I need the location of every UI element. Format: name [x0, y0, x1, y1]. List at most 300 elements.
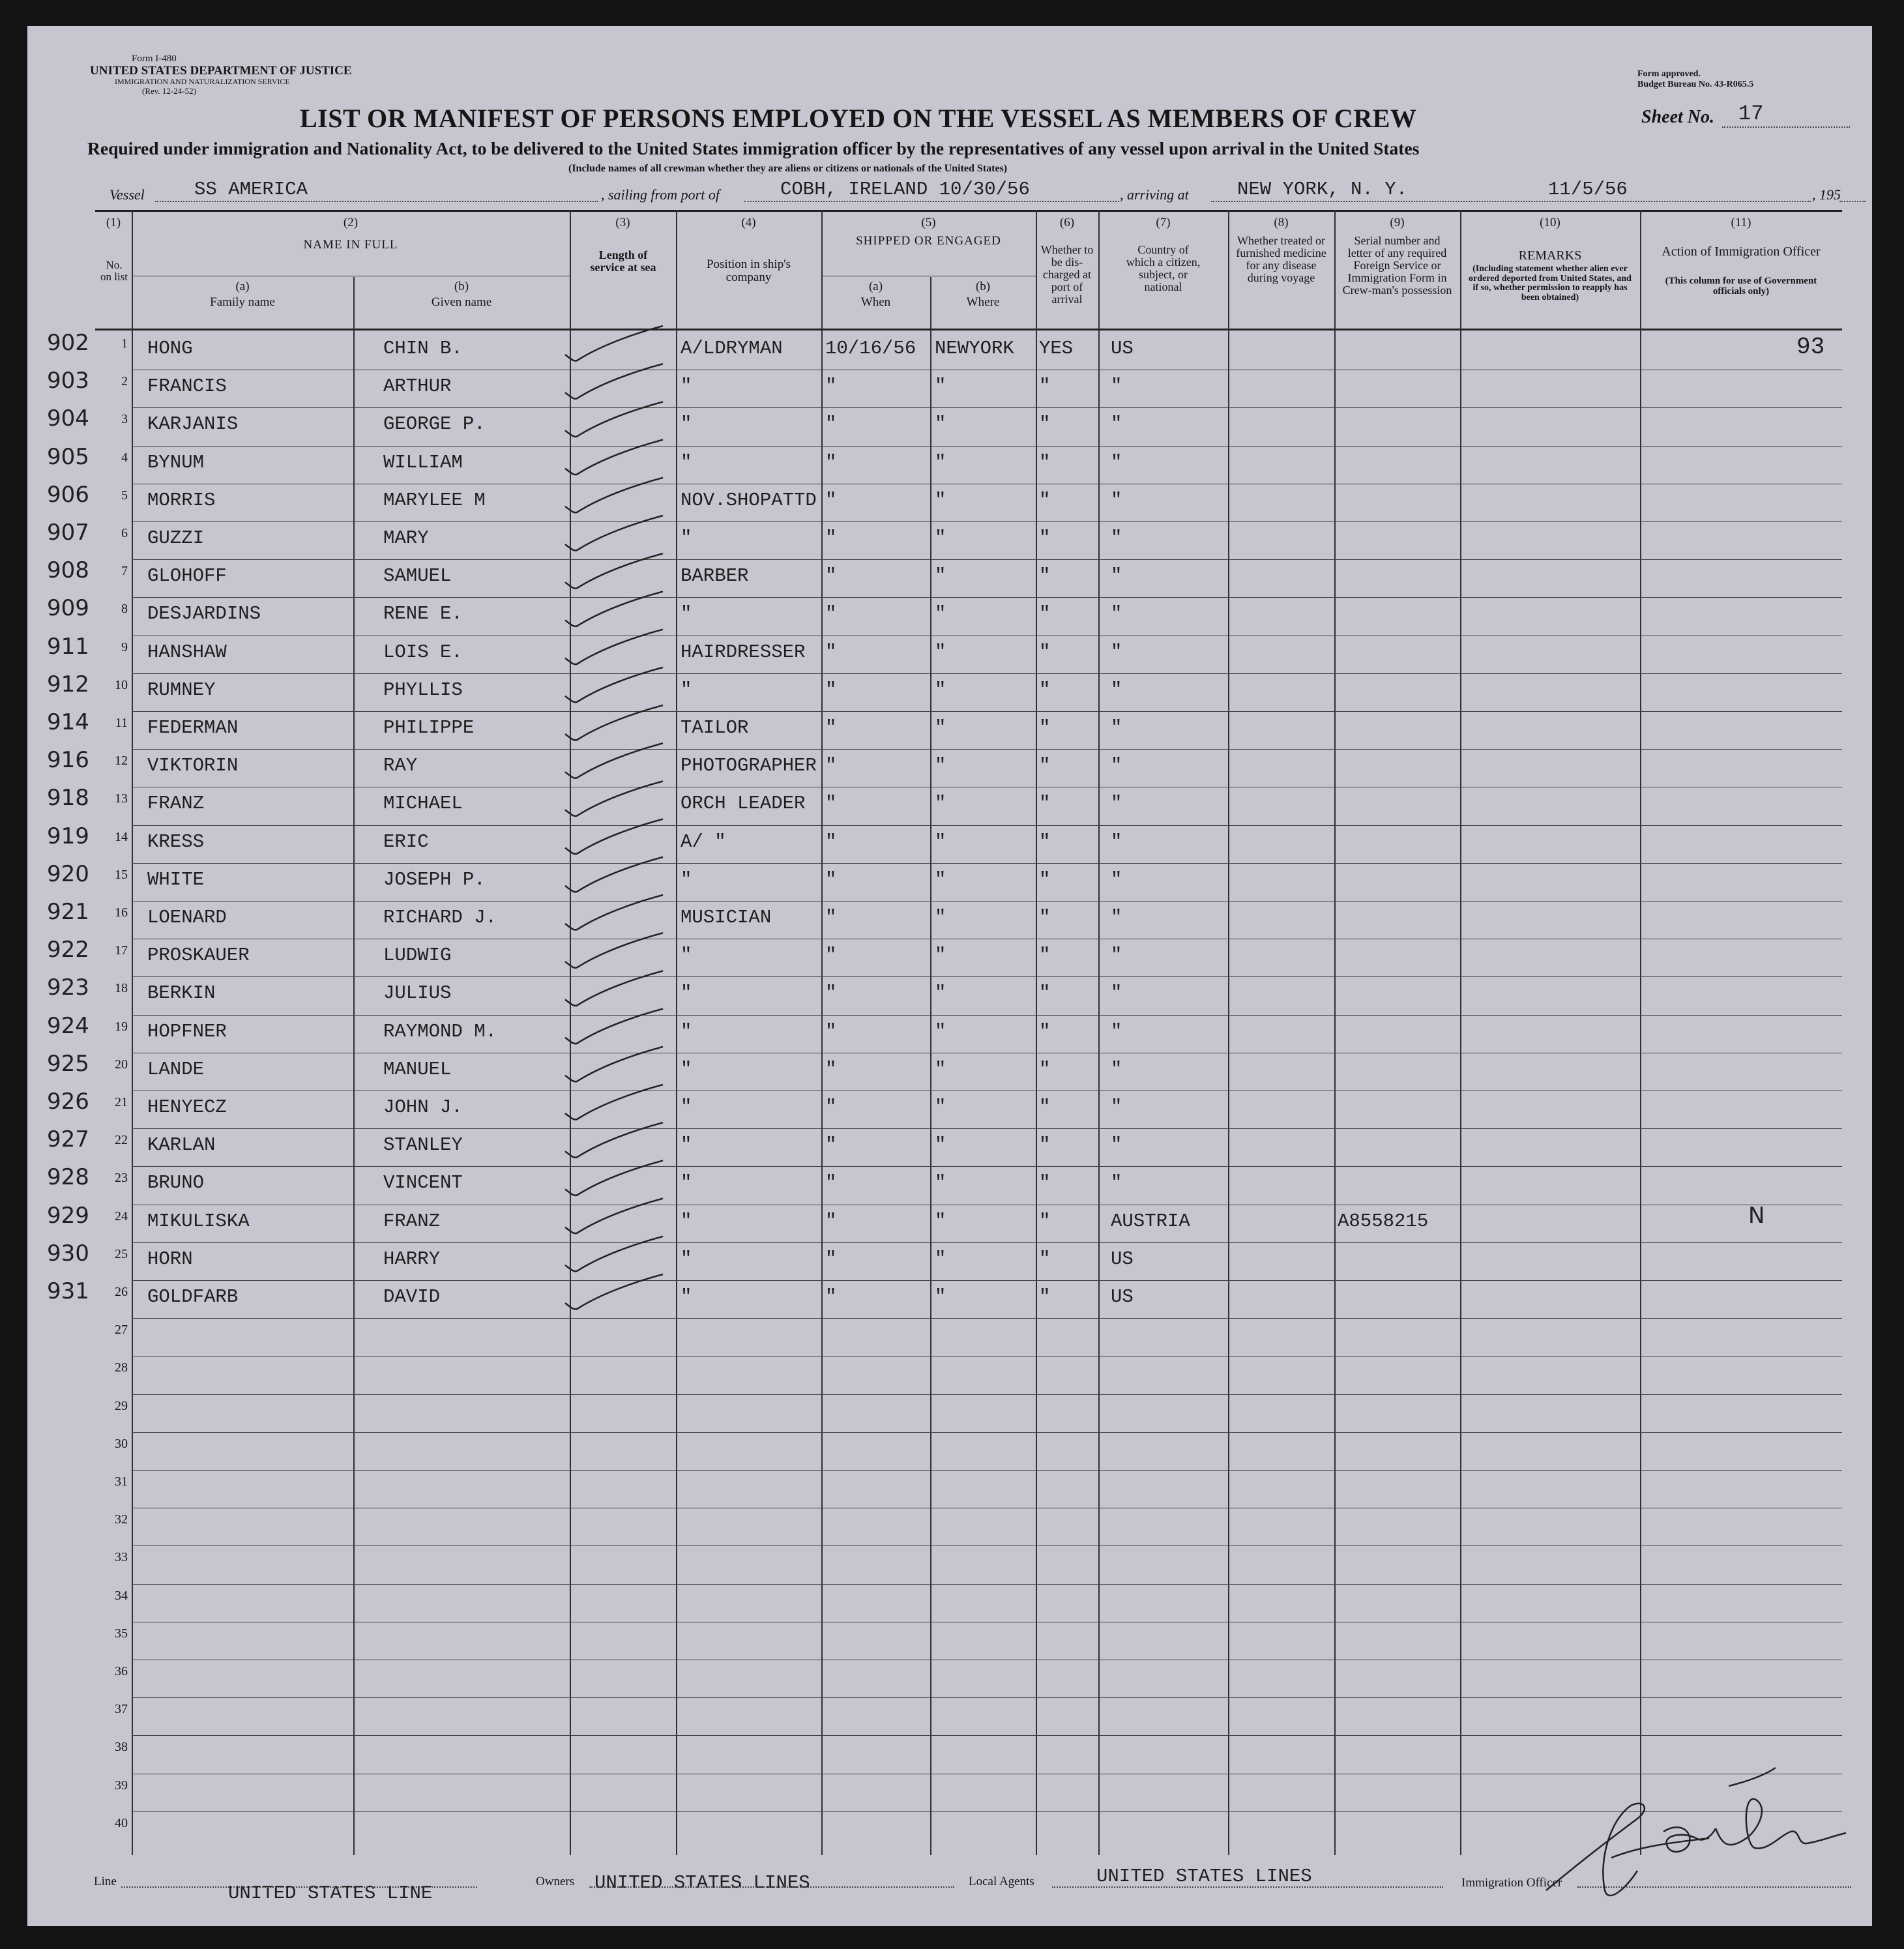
row-reference-number: 924 [47, 1012, 89, 1039]
position: " [681, 375, 692, 398]
discharged: " [1039, 1096, 1051, 1118]
family-name: MORRIS [147, 489, 216, 511]
discharged: " [1039, 641, 1051, 663]
shipped-where: " [935, 945, 946, 967]
shipped-when: 10/16/56 [825, 338, 916, 359]
row-reference-number: 922 [47, 937, 89, 963]
country: " [1111, 1172, 1122, 1194]
check-mark [565, 1160, 663, 1195]
discharged: " [1039, 413, 1051, 435]
line-label: Line [94, 1875, 117, 1888]
discharged: " [1039, 907, 1051, 928]
shipped-where: " [935, 1020, 946, 1042]
shipped-where: " [935, 1172, 946, 1194]
row-reference-number: 918 [47, 785, 89, 812]
discharged: " [1039, 679, 1051, 701]
shipped-when: " [825, 641, 837, 663]
row-reference-number: 911 [47, 633, 89, 660]
given-name: RAYMOND M. [383, 1020, 497, 1042]
check-mark [565, 1199, 663, 1234]
country: US [1111, 1248, 1134, 1270]
position: " [681, 451, 692, 473]
shipped-when: " [825, 907, 837, 928]
family-name: GLOHOFF [147, 565, 227, 587]
shipped-where: " [935, 907, 946, 928]
shipped-when: " [825, 1210, 837, 1232]
family-name: FEDERMAN [147, 717, 239, 739]
shipped-where: " [935, 1134, 946, 1156]
position: MUSICIAN [681, 907, 772, 928]
family-name: BRUNO [147, 1172, 205, 1194]
year-suffix: , 195 [1812, 186, 1841, 203]
discharged: " [1039, 565, 1051, 587]
discharged: " [1039, 527, 1051, 549]
country: " [1111, 413, 1122, 435]
family-name: HOPFNER [147, 1020, 227, 1042]
col11-note: (This column for use of Government officials only) [1665, 276, 1817, 297]
check-mark [565, 1122, 663, 1158]
family-name: DESJARDINS [147, 603, 261, 625]
given-name: RENE E. [383, 603, 463, 625]
check-mark [565, 667, 663, 703]
check-mark [565, 440, 663, 475]
row-reference-number: 907 [47, 520, 89, 546]
row-reference-number: 926 [47, 1089, 89, 1115]
shipped-where: " [935, 641, 946, 663]
row-reference-number: 929 [47, 1202, 89, 1229]
country: " [1111, 1096, 1122, 1118]
check-mark [565, 781, 663, 816]
col4-number: (4) [741, 216, 756, 229]
shipped-where: " [935, 451, 946, 473]
row-number: 13 [115, 791, 128, 806]
col2b-header: Given name [431, 295, 492, 309]
given-name: JOSEPH P. [383, 868, 486, 890]
col3-header: Length of service at sea [590, 248, 656, 274]
shipped-where: NEWYORK [935, 338, 1014, 359]
col2b-letter: (b) [454, 280, 469, 293]
family-name: HONG [147, 338, 193, 359]
family-name: HENYECZ [147, 1096, 227, 1118]
row-number: 20 [115, 1057, 128, 1072]
family-name: KARJANIS [147, 413, 239, 435]
position: " [681, 1248, 692, 1270]
row-number: 14 [115, 829, 128, 844]
shipped-when: " [825, 1058, 837, 1080]
col5a-header: When [860, 295, 891, 309]
arrival-date: 11/5/56 [1548, 179, 1628, 200]
check-mark [565, 1009, 663, 1044]
country: " [1111, 527, 1122, 549]
position: HAIRDRESSER [681, 641, 806, 663]
col7-header: Country of which a citizen, subject, or national [1126, 243, 1201, 293]
page-count-mark: 93 [1796, 334, 1825, 360]
country: US [1111, 1286, 1134, 1308]
discharged: " [1039, 1210, 1051, 1232]
family-name: GOLDFARB [147, 1286, 239, 1308]
shipped-where: " [935, 793, 946, 815]
col2a-header: Family name [210, 295, 275, 309]
country: " [1111, 375, 1122, 398]
family-name: LOENARD [147, 907, 227, 928]
given-name: MANUEL [383, 1058, 452, 1080]
col5a-letter: (a) [868, 280, 883, 293]
row-number: 6 [121, 526, 128, 540]
check-mark [565, 1237, 663, 1272]
country: " [1111, 603, 1122, 625]
given-name: JULIUS [383, 982, 452, 1004]
row-number: 16 [115, 905, 128, 920]
shipped-when: " [825, 1172, 837, 1194]
officer-signature [1533, 1760, 1859, 1910]
shipped-when: " [825, 603, 837, 625]
col2a-letter: (a) [235, 280, 250, 293]
discharged: " [1039, 489, 1051, 511]
col6-header: Whether to be dis-charged at port of arrival [1040, 243, 1094, 306]
shipped-where: " [935, 1058, 946, 1080]
shipped-when: " [825, 982, 837, 1004]
position: " [681, 1172, 692, 1194]
col5b-header: Where [966, 295, 1000, 309]
row-reference-number: 904 [47, 405, 89, 432]
shipped-when: " [825, 1134, 837, 1156]
vessel-name: SS AMERICA [194, 179, 308, 200]
row-reference-number: 916 [47, 747, 89, 774]
shipped-when: " [825, 413, 837, 435]
row-number: 15 [115, 867, 128, 882]
row-number: 2 [121, 374, 128, 389]
family-name: PROSKAUER [147, 945, 250, 967]
country: " [1111, 1058, 1122, 1080]
check-mark [565, 895, 663, 930]
shipped-when: " [825, 868, 837, 890]
approval-line-2: Budget Bureau No. 43-R065.5 [1637, 80, 1754, 89]
shipped-where: " [935, 603, 946, 625]
family-name: HORN [147, 1248, 193, 1270]
row-number: 29 [115, 1398, 128, 1413]
shipped-where: " [935, 1248, 946, 1270]
check-mark [565, 819, 663, 855]
col10-number: (10) [1540, 216, 1560, 229]
position: PHOTOGRAPHER [681, 755, 817, 777]
country: " [1111, 793, 1122, 815]
given-name: MARY [383, 527, 429, 549]
form-number: Form I-480 [132, 53, 177, 64]
agents-label: Local Agents [969, 1875, 1034, 1888]
position: ORCH LEADER [681, 793, 806, 815]
check-mark [565, 591, 663, 626]
col9-number: (9) [1390, 216, 1405, 229]
row-number: 36 [115, 1664, 128, 1678]
check-mark [565, 933, 663, 968]
row-number: 30 [115, 1436, 128, 1451]
position: " [681, 868, 692, 890]
shipped-when: " [825, 451, 837, 473]
col8-header: Whether treated or furnished medicine for any disease during voyage [1236, 234, 1326, 284]
country: " [1111, 868, 1122, 890]
shipped-where: " [935, 413, 946, 435]
given-name: PHILIPPE [383, 717, 475, 739]
row-reference-number: 923 [47, 975, 89, 1001]
discharged: " [1039, 982, 1051, 1004]
col10-header: REMARKS [1518, 248, 1582, 263]
position: " [681, 413, 692, 435]
row-reference-number: 903 [47, 368, 89, 394]
manifest-title: LIST OR MANIFEST OF PERSONS EMPLOYED ON THE VESSEL AS MEMBERS OF CREW [300, 104, 1417, 133]
row-number: 31 [115, 1474, 128, 1489]
discharged: " [1039, 603, 1051, 625]
row-number: 1 [121, 336, 128, 351]
shipped-where: " [935, 830, 946, 853]
family-name: FRANCIS [147, 375, 227, 398]
position: " [681, 603, 692, 625]
position: " [681, 1058, 692, 1080]
given-name: ARTHUR [383, 375, 452, 398]
row-number: 34 [115, 1588, 128, 1603]
discharged: " [1039, 793, 1051, 815]
manifest-sheet [27, 26, 1872, 1926]
row-reference-number: 919 [47, 823, 89, 849]
position: " [681, 982, 692, 1004]
position: " [681, 1020, 692, 1042]
shipped-when: " [825, 489, 837, 511]
shipped-where: " [935, 1210, 946, 1232]
shipped-where: " [935, 489, 946, 511]
shipped-where: " [935, 1286, 946, 1308]
discharged: " [1039, 1020, 1051, 1042]
department-name: UNITED STATES DEPARTMENT OF JUSTICE [90, 64, 352, 78]
agents-value: UNITED STATES LINES [1096, 1866, 1312, 1887]
row-number: 21 [115, 1095, 128, 1109]
col5b-letter: (b) [975, 280, 991, 293]
form-revision: (Rev. 12-24-52) [142, 86, 196, 96]
country: " [1111, 945, 1122, 967]
family-name: HANSHAW [147, 641, 227, 663]
shipped-where: " [935, 755, 946, 777]
country: " [1111, 565, 1122, 587]
row-number: 11 [115, 716, 128, 730]
discharged: " [1039, 1058, 1051, 1080]
row-number: 23 [115, 1171, 128, 1186]
row-number: 9 [121, 639, 128, 654]
row-reference-number: 902 [47, 330, 89, 356]
row-number: 38 [115, 1740, 128, 1755]
shipped-where: " [935, 982, 946, 1004]
country: " [1111, 451, 1122, 473]
row-number: 4 [121, 450, 128, 465]
discharged: " [1039, 755, 1051, 777]
shipped-where: " [935, 527, 946, 549]
check-mark [565, 630, 663, 665]
row-reference-number: 920 [47, 860, 89, 887]
row-reference-number: 912 [47, 671, 89, 697]
row-number: 17 [115, 943, 128, 958]
row-reference-number: 908 [47, 557, 89, 584]
country: " [1111, 1020, 1122, 1042]
check-mark [565, 516, 663, 551]
officer-label: Immigration Officer [1461, 1876, 1562, 1890]
port-from: COBH, IRELAND 10/30/56 [780, 179, 1030, 200]
shipped-where: " [935, 565, 946, 587]
check-mark [565, 1274, 663, 1310]
position: A/ " [681, 830, 726, 853]
row-number: 22 [115, 1133, 128, 1148]
col4-header: Position in ship's company [706, 257, 791, 284]
row-reference-number: 927 [47, 1126, 89, 1153]
check-mark [565, 705, 663, 740]
check-mark [565, 971, 663, 1006]
approval-line-1: Form approved. [1637, 69, 1701, 79]
discharged: " [1039, 1172, 1051, 1194]
shipped-when: " [825, 1020, 837, 1042]
country: " [1111, 489, 1122, 511]
row-number: 10 [115, 677, 128, 692]
shipped-when: " [825, 755, 837, 777]
serial-number: A8558215 [1338, 1210, 1429, 1232]
shipped-when: " [825, 945, 837, 967]
check-mark [565, 1047, 663, 1082]
col7-number: (7) [1156, 216, 1171, 229]
shipped-when: " [825, 793, 837, 815]
given-name: GEORGE P. [383, 413, 486, 435]
col11-header: Action of Immigration Officer [1662, 244, 1821, 259]
given-name: LOIS E. [383, 641, 463, 663]
col9-header: Serial number and letter of any required Foreign Service or Immigration Form in Crew-man's possession [1342, 234, 1452, 297]
discharged: " [1039, 717, 1051, 739]
family-name: FRANZ [147, 793, 205, 815]
given-name: ERIC [383, 830, 429, 853]
family-name: BYNUM [147, 451, 205, 473]
given-name: RICHARD J. [383, 907, 497, 928]
row-number: 12 [115, 754, 128, 769]
shipped-when: " [825, 1286, 837, 1308]
shipped-where: " [935, 679, 946, 701]
row-number: 26 [115, 1285, 128, 1299]
check-mark [565, 553, 663, 589]
row-reference-number: 914 [47, 709, 89, 735]
col5-header: SHIPPED OR ENGAGED [856, 234, 1001, 248]
line-value: UNITED STATES LINE [228, 1883, 433, 1904]
check-mark [565, 364, 663, 399]
shipped-where: " [935, 717, 946, 739]
position: " [681, 527, 692, 549]
shipped-when: " [825, 679, 837, 701]
shipped-when: " [825, 1096, 837, 1118]
col11-number: (11) [1731, 216, 1751, 229]
family-name: BERKIN [147, 982, 216, 1004]
row-number: 28 [115, 1360, 128, 1375]
row-number: 8 [121, 602, 128, 617]
row-number: 39 [115, 1778, 128, 1793]
given-name: DAVID [383, 1286, 441, 1308]
given-name: HARRY [383, 1248, 441, 1270]
check-mark [565, 1085, 663, 1120]
shipped-when: " [825, 1248, 837, 1270]
family-name: WHITE [147, 868, 205, 890]
discharged: " [1039, 1286, 1051, 1308]
row-reference-number: 930 [47, 1240, 89, 1267]
given-name: MARYLEE M [383, 489, 486, 511]
given-name: LUDWIG [383, 945, 452, 967]
row-number: 27 [115, 1323, 128, 1338]
row-reference-number: 909 [47, 595, 89, 622]
col1-number: (1) [106, 216, 121, 229]
given-name: PHYLLIS [383, 679, 463, 701]
shipped-where: " [935, 868, 946, 890]
position: BARBER [681, 565, 749, 587]
col3-number: (3) [615, 216, 630, 229]
shipped-when: " [825, 717, 837, 739]
owners-label: Owners [536, 1875, 575, 1888]
family-name: GUZZI [147, 527, 205, 549]
row-reference-number: 928 [47, 1164, 89, 1191]
given-name: SAMUEL [383, 565, 452, 587]
given-name: FRANZ [383, 1210, 441, 1232]
family-name: VIKTORIN [147, 755, 239, 777]
given-name: VINCENT [383, 1172, 463, 1194]
shipped-when: " [825, 527, 837, 549]
discharged: " [1039, 1248, 1051, 1270]
position: " [681, 1210, 692, 1232]
shipped-where: " [935, 375, 946, 398]
row-number: 40 [115, 1815, 128, 1830]
col2-number: (2) [343, 216, 359, 229]
row-number: 24 [115, 1209, 128, 1224]
manifest-subtitle: Required under immigration and Nationality Act, to be delivered to the United States immigration officer by the representatives of any vessel upon arrival in the United States [87, 138, 1420, 158]
discharged: YES [1039, 338, 1074, 359]
row-number: 37 [115, 1702, 128, 1717]
discharged: " [1039, 830, 1051, 853]
discharged: " [1039, 451, 1051, 473]
immigration-action: N [1748, 1202, 1765, 1229]
col1-header: No. on list [100, 259, 128, 283]
country: " [1111, 830, 1122, 853]
inclusion-note: (Include names of all crewman whether they are aliens or citizens or nationals of the United States) [568, 163, 1008, 174]
row-reference-number: 921 [47, 899, 89, 925]
position: " [681, 1134, 692, 1156]
check-mark [565, 402, 663, 437]
country: " [1111, 1134, 1122, 1156]
check-mark [565, 326, 663, 361]
given-name: WILLIAM [383, 451, 463, 473]
check-mark [565, 857, 663, 892]
row-number: 5 [121, 488, 128, 503]
given-name: MICHAEL [383, 793, 463, 815]
sheet-number: 17 [1738, 102, 1764, 126]
row-number: 33 [115, 1550, 128, 1565]
country: US [1111, 338, 1134, 359]
shipped-when: " [825, 565, 837, 587]
col10-note: (Including statement whether alien ever ordered deported from United States, and if so, whether permission to reapply has been obtained) [1469, 264, 1632, 303]
row-reference-number: 905 [47, 443, 89, 470]
country: " [1111, 679, 1122, 701]
country: AUSTRIA [1111, 1210, 1190, 1232]
position: " [681, 1096, 692, 1118]
arriving-label: , arriving at [1120, 186, 1189, 203]
shipped-where: " [935, 1096, 946, 1118]
col2-header: NAME IN FULL [303, 238, 398, 252]
row-number: 7 [121, 564, 128, 579]
country: " [1111, 641, 1122, 663]
row-number: 3 [121, 412, 128, 427]
row-reference-number: 906 [47, 481, 89, 508]
check-mark [565, 743, 663, 778]
row-number: 18 [115, 981, 128, 996]
sailing-label: , sailing from port of [601, 186, 720, 203]
country: " [1111, 755, 1122, 777]
service-name: IMMIGRATION AND NATURALIZATION SERVICE [115, 77, 290, 86]
check-mark [565, 478, 663, 513]
